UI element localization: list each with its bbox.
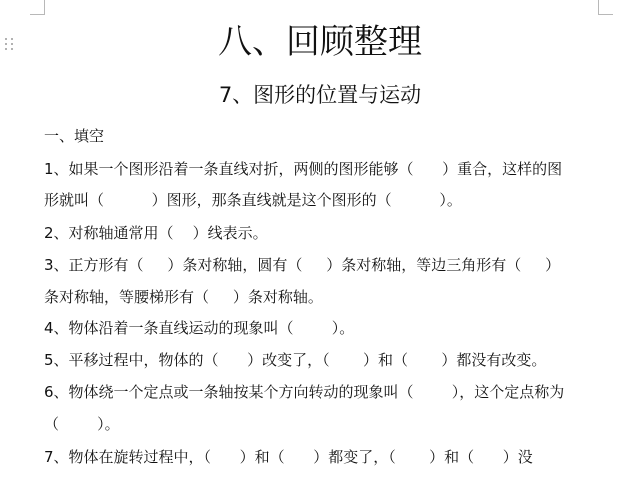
question-line: 3、正方形有（ ）条对称轴，圆有（ ）条对称轴，等边三角形有（ ） — [44, 256, 561, 274]
question-line: 条对称轴，等腰梯形有（ ）条对称轴。 — [44, 288, 323, 306]
question-line: 6、物体绕一个定点或一条轴按某个方向转动的现象叫（ ），这个定点称为 — [44, 383, 565, 401]
document-title: 八、回顾整理 — [218, 22, 422, 62]
question-line: 形就叫（ ）图形，那条直线就是这个图形的（ ）。 — [44, 191, 462, 209]
question-line: 2、对称轴通常用（ ）线表示。 — [44, 224, 268, 242]
question-line: 7、物体在旋转过程中，（ ）和（ ）都变了，（ ）和（ ）没 — [44, 448, 533, 466]
question-line: 1、如果一个图形沿着一条直线对折，两侧的图形能够（ ）重合，这样的图 — [44, 160, 563, 178]
section-heading: 一、填空 — [44, 127, 105, 145]
margin-corner-mark-left — [30, 0, 45, 15]
margin-corner-mark-right — [598, 0, 613, 15]
question-line: 5、平移过程中，物体的（ ）改变了，（ ）和（ ）都没有改变。 — [44, 351, 547, 369]
question-line: （ ）。 — [44, 415, 120, 433]
document-subtitle: 7、图形的位置与运动 — [218, 83, 422, 107]
question-line: 4、物体沿着一条直线运动的现象叫（ ）。 — [44, 319, 355, 337]
